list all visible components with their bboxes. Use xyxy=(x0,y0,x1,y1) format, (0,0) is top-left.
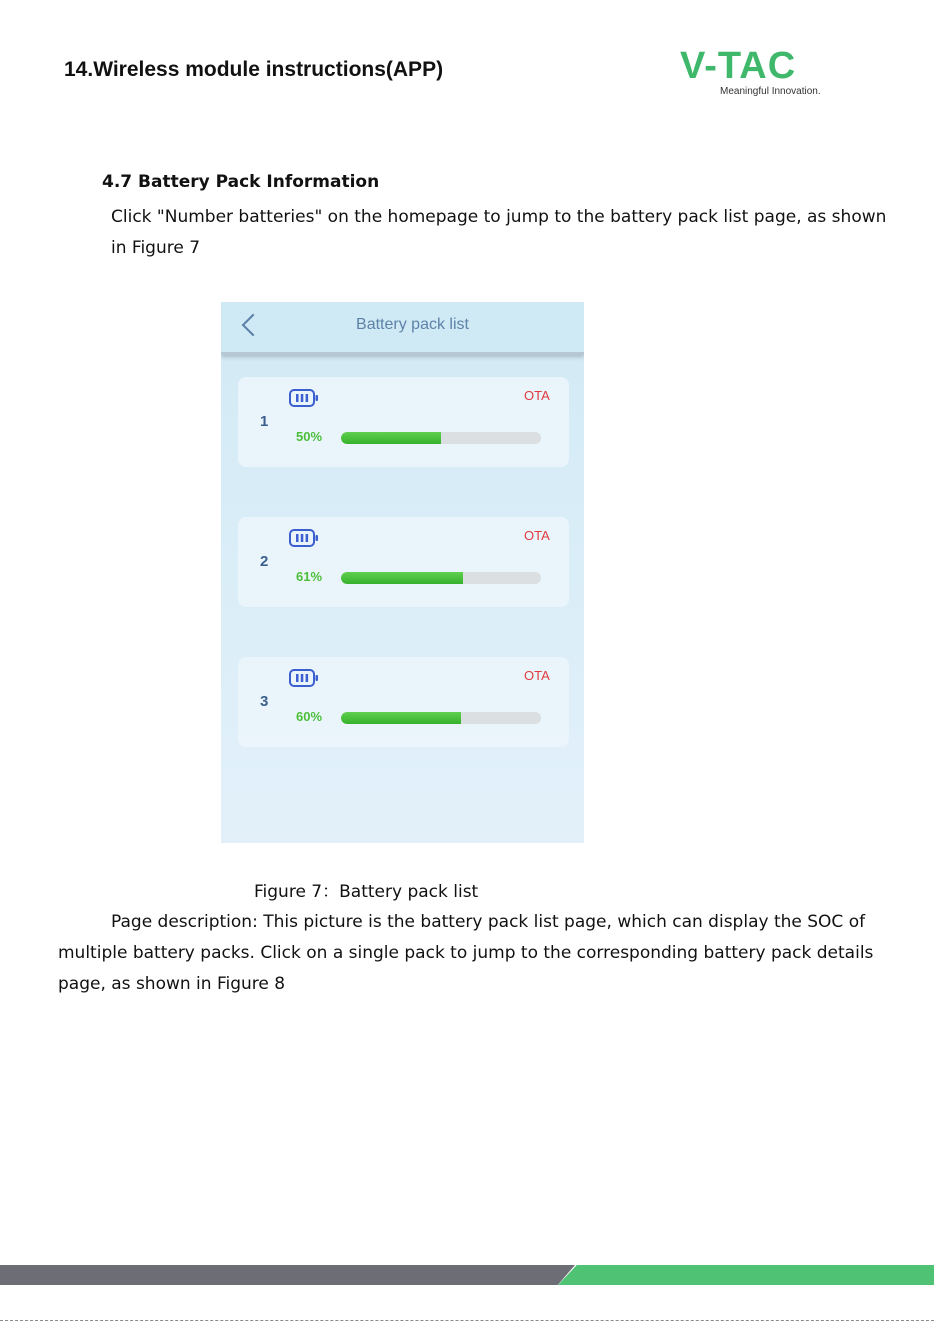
soc-progress-fill xyxy=(341,572,463,584)
soc-progress-bar xyxy=(341,432,541,444)
app-header xyxy=(221,302,584,355)
soc-percent: 60% xyxy=(296,709,323,724)
soc-percent: 61% xyxy=(296,569,323,584)
figure-caption: Figure 7：Battery pack list xyxy=(254,882,479,902)
soc-percent: 50% xyxy=(296,429,323,444)
soc-progress-fill xyxy=(341,432,441,444)
section-intro: Click "Number batteries" on the homepage to jump to the battery pack list page, as shown in Figure 7 xyxy=(111,207,887,258)
ota-button[interactable]: OTA xyxy=(524,388,550,403)
footer-green-band xyxy=(558,1265,934,1285)
footer-dotted-line xyxy=(0,1320,934,1321)
app-page-title: Battery pack list xyxy=(356,316,469,333)
ota-button[interactable]: OTA xyxy=(524,668,550,683)
logo-wordmark: V-TAC xyxy=(680,45,797,87)
battery-pack-card[interactable] xyxy=(238,377,569,467)
soc-progress-fill xyxy=(341,712,461,724)
document-header-title: 14.Wireless module instructions(APP) xyxy=(64,58,444,81)
battery-pack-card[interactable] xyxy=(238,657,569,747)
vtac-logo xyxy=(680,46,830,102)
logo-tagline: Meaningful Innovation. xyxy=(720,86,821,97)
footer-gray-band xyxy=(0,1265,575,1285)
soc-progress-bar xyxy=(341,712,541,724)
pack-number: 1 xyxy=(260,413,269,430)
battery-pack-card[interactable] xyxy=(238,517,569,607)
battery-icon xyxy=(289,529,319,547)
app-screenshot xyxy=(221,302,584,843)
battery-icon xyxy=(289,669,319,687)
pack-number: 3 xyxy=(260,693,269,710)
section-heading: 4.7 Battery Pack Information xyxy=(102,172,380,192)
battery-icon xyxy=(289,389,319,407)
page-description: Page description: This picture is the battery pack list page, which can display the SOC of multiple battery packs. Click on a single pack to jump to the corresponding battery pack details page, as shown in Figure 8 xyxy=(58,912,874,994)
pack-number: 2 xyxy=(260,553,269,570)
soc-progress-bar xyxy=(341,572,541,584)
ota-button[interactable]: OTA xyxy=(524,528,550,543)
